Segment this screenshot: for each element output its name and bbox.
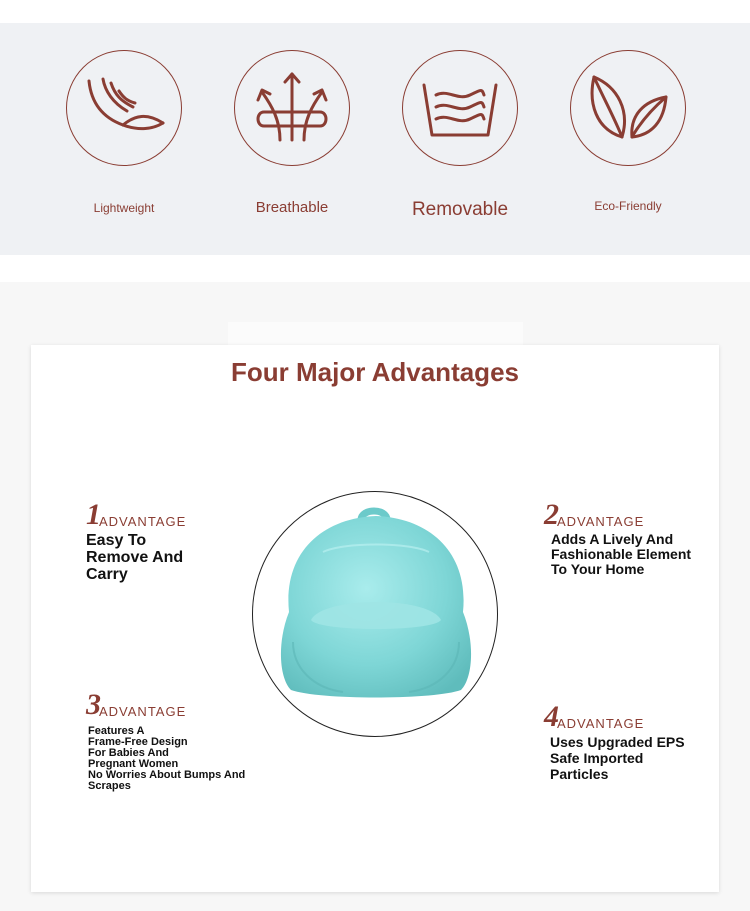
section-title: Four Major Advantages — [231, 357, 519, 387]
product-image-frame — [252, 491, 498, 737]
advantage-line: Features A — [88, 725, 145, 737]
advantage-line: Particles — [550, 766, 609, 782]
advantage-2 — [544, 500, 691, 577]
feather-icon — [81, 73, 167, 143]
advantage-line: Safe Imported — [550, 750, 644, 766]
advantage-number: 4 — [544, 700, 559, 733]
feature-label: Lightweight — [93, 201, 155, 215]
advantage-description — [551, 532, 691, 577]
advantage-line: No Worries About Bumps And — [88, 769, 246, 781]
advantage-line: Frame-Free Design — [88, 736, 188, 748]
advantage-tag: ADVANTAGE — [99, 704, 187, 719]
feature-circle — [66, 50, 182, 166]
advantage-line: Scrapes — [88, 780, 131, 792]
feature-lightweight — [44, 23, 204, 255]
advantage-3 — [86, 690, 245, 792]
leaves-icon — [586, 73, 670, 143]
advantage-tag: ADVANTAGE — [557, 514, 645, 529]
airflow-icon — [252, 70, 332, 146]
advantage-number: 2 — [544, 498, 559, 531]
feature-label: Breathable — [255, 199, 329, 216]
advantage-number: 1 — [86, 498, 101, 531]
advantage-tag: ADVANTAGE — [99, 514, 187, 529]
beanbag-chair-image — [253, 492, 498, 737]
feature-band — [0, 23, 750, 255]
advantage-number: 3 — [86, 688, 101, 721]
feature-label: Removable — [411, 199, 509, 220]
advantage-description — [550, 734, 685, 782]
advantage-description — [86, 532, 186, 583]
feature-eco-friendly — [548, 23, 708, 255]
feature-removable — [380, 23, 540, 255]
feature-breathable — [212, 23, 372, 255]
advantage-line: Remove And — [86, 549, 184, 566]
advantage-description — [88, 726, 245, 792]
feature-circle — [402, 50, 518, 166]
advantage-line: Pregnant Women — [88, 758, 179, 770]
feature-label: Eco-Friendly — [594, 199, 662, 213]
advantage-tag: ADVANTAGE — [557, 716, 645, 731]
advantage-line: For Babies And — [88, 747, 169, 759]
advantage-line: Uses Upgraded EPS — [550, 734, 685, 750]
advantage-line: Easy To — [86, 532, 147, 549]
washing-basin-icon — [418, 75, 502, 141]
advantage-4 — [544, 702, 685, 782]
advantage-1 — [86, 500, 186, 583]
feature-circle — [234, 50, 350, 166]
advantage-line: Adds A Lively And — [551, 531, 674, 547]
feature-circle — [570, 50, 686, 166]
advantage-line: Carry — [86, 566, 128, 583]
advantage-line: Fashionable Element — [551, 546, 692, 562]
advantage-line: To Your Home — [551, 561, 645, 577]
